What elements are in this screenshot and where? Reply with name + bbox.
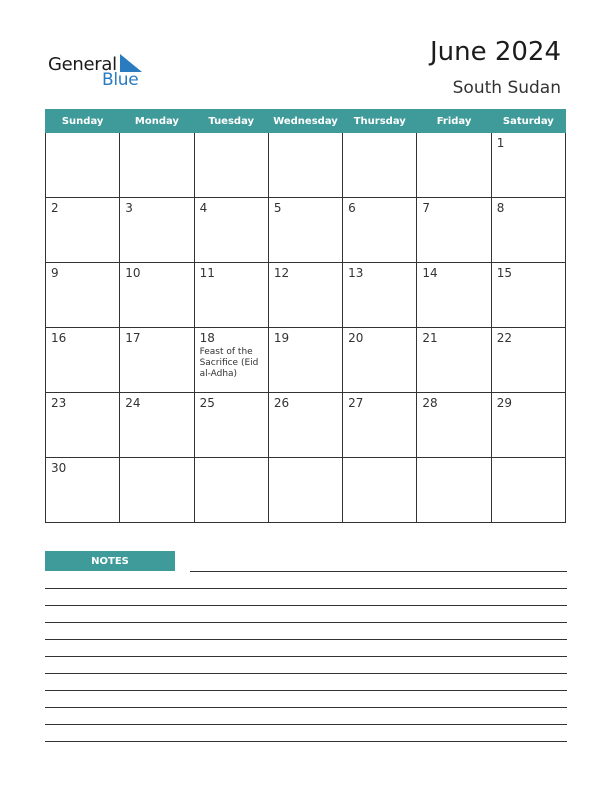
day-cell (491, 198, 565, 263)
day-number: 23 (51, 396, 67, 410)
day-cell (268, 328, 342, 393)
day-cell (268, 133, 342, 198)
day-cell (120, 393, 194, 458)
day-number: 21 (422, 331, 438, 345)
week-row (46, 263, 566, 328)
week-row (46, 393, 566, 458)
notes-line (45, 707, 567, 708)
day-cell (120, 263, 194, 328)
day-cell (343, 263, 417, 328)
week-row (46, 328, 566, 393)
day-cell (343, 133, 417, 198)
notes-line (190, 571, 567, 572)
week-row (46, 458, 566, 523)
day-number: 17 (125, 331, 141, 345)
day-cell (491, 133, 565, 198)
day-number: 25 (199, 396, 215, 410)
day-number: 7 (422, 201, 431, 215)
day-cell (46, 198, 120, 263)
day-cell (343, 328, 417, 393)
day-cell (491, 393, 565, 458)
day-cell (343, 393, 417, 458)
day-number: 16 (51, 331, 67, 345)
day-cell (268, 458, 342, 523)
day-number: 22 (496, 331, 512, 345)
day-cell (120, 458, 194, 523)
day-cell (194, 263, 268, 328)
day-number: 3 (125, 201, 133, 215)
day-cell (194, 198, 268, 263)
day-number: 11 (199, 266, 215, 280)
day-cell (417, 263, 491, 328)
notes-line (45, 724, 567, 725)
day-number: 9 (51, 266, 59, 280)
day-cell (343, 198, 417, 263)
notes-line (45, 605, 567, 606)
day-number: 2 (51, 201, 59, 215)
day-cell (417, 328, 491, 393)
notes-line (45, 690, 567, 691)
week-row (46, 133, 566, 198)
day-number: 4 (199, 201, 208, 215)
day-number: 26 (273, 396, 290, 410)
weekday-header-row (46, 110, 566, 133)
weekday-friday: Friday (417, 110, 491, 133)
day-cell (194, 393, 268, 458)
notes-label: NOTES (45, 551, 175, 571)
week-row (46, 198, 566, 263)
notes-line (45, 741, 567, 742)
day-cell (417, 393, 491, 458)
day-number: 13 (348, 266, 364, 280)
weekday-sunday: Sunday (46, 110, 120, 133)
day-cell (491, 328, 565, 393)
notes-line (45, 588, 567, 589)
day-cell (491, 458, 565, 523)
day-number: 27 (348, 396, 364, 410)
day-cell (46, 133, 120, 198)
day-cell (417, 458, 491, 523)
day-cell (46, 458, 120, 523)
day-cell (194, 133, 268, 198)
day-number: 19 (273, 331, 290, 345)
day-number: 5 (273, 201, 282, 215)
day-number: 20 (348, 331, 364, 345)
calendar-grid (45, 109, 566, 523)
day-number: 15 (496, 266, 512, 280)
day-number: 18 (199, 331, 215, 345)
day-number: 12 (273, 266, 290, 280)
day-cell (194, 458, 268, 523)
day-cell (268, 393, 342, 458)
day-cell (120, 133, 194, 198)
day-cell (268, 263, 342, 328)
logo-blue-text: Blue (102, 70, 139, 90)
notes-line (45, 656, 567, 657)
day-cell (120, 198, 194, 263)
notes-line (45, 673, 567, 674)
day-cell (46, 328, 120, 393)
day-cell (46, 263, 120, 328)
day-cell (46, 393, 120, 458)
calendar-body (46, 133, 566, 523)
day-number: 28 (422, 396, 438, 410)
calendar-title: June 2024 (429, 37, 561, 67)
day-cell (268, 198, 342, 263)
day-number: 10 (125, 266, 141, 280)
day-number: 29 (496, 396, 512, 410)
holiday-label: Feast of the Sacrifice (Eid al-Adha) (199, 347, 259, 379)
weekday-thursday: Thursday (343, 110, 417, 133)
weekday-monday: Monday (120, 110, 194, 133)
country-name: South Sudan (452, 78, 561, 98)
notes-line (45, 622, 567, 623)
weekday-tuesday: Tuesday (194, 110, 268, 133)
day-cell (343, 458, 417, 523)
day-number: 24 (125, 396, 141, 410)
logo-general-text: General (48, 54, 117, 75)
day-cell (417, 133, 491, 198)
day-cell (491, 263, 565, 328)
day-cell (120, 328, 194, 393)
day-number: 14 (422, 266, 438, 280)
weekday-wednesday: Wednesday (268, 110, 342, 133)
day-cell (194, 328, 268, 393)
day-cell (417, 198, 491, 263)
logo (48, 50, 158, 92)
notes-line (45, 639, 567, 640)
day-number: 30 (51, 461, 67, 475)
day-number: 1 (496, 136, 505, 150)
weekday-saturday: Saturday (491, 110, 565, 133)
day-number: 6 (348, 201, 356, 215)
day-number: 8 (496, 201, 505, 215)
